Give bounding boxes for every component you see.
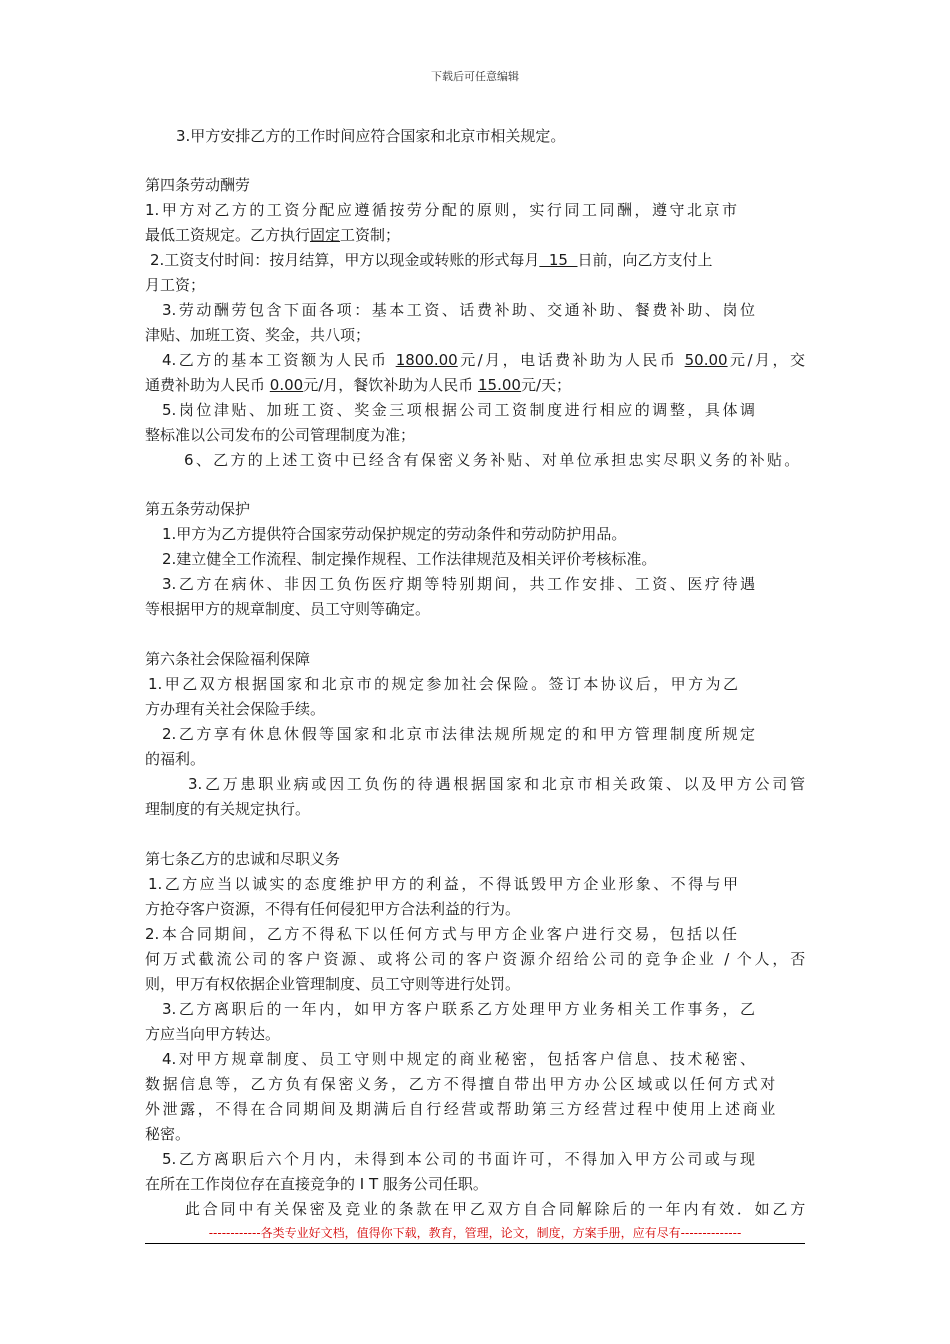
clause-7-4-line-2: 数据信息等，乙方负有保密义务，乙方不得擅自带出甲方办公区域或以任何方式对: [145, 1075, 775, 1093]
clause-6-1-line-1: 1.甲乙双方根据国家和北京市的规定参加社会保险。签订本协议后，甲方为乙: [148, 675, 738, 693]
clause-4-3-line-2: 津贴、加班工资、奖金，共八项；: [145, 326, 371, 344]
clause-7-4-line-4: 秘密。: [145, 1125, 191, 1143]
clause-4-4-line-1: 4.乙方的基本工资额为人民币 1800.00元/月，电话费补助为人民币 50.00元/月，交: [162, 351, 805, 369]
clause-7-1-line-2: 方抢夺客户资源，不得有任何侵犯甲方合法利益的行为。: [145, 900, 521, 918]
phone-allowance-amount: 50.00: [684, 351, 728, 369]
clause-7-5-line-1: 5.乙方离职后六个月内，未得到本公司的书面许可，不得加入甲方公司或与现: [162, 1150, 755, 1168]
section-4-heading: 第四条劳动酬劳: [145, 176, 251, 194]
meal-allowance-amount: 15.00: [478, 376, 521, 394]
clause-7-1-line-1: 1.乙方应当以诚实的态度维护甲方的利益，不得诋毁甲方企业形象、不得与甲: [148, 875, 738, 893]
clause-6-3-line-2: 理制度的有关规定执行。: [145, 800, 311, 818]
clause-4-3-line-1: 3.劳动酬劳包含下面各项：基本工资、话费补助、交通补助、餐费补助、岗位: [162, 301, 755, 319]
footer-banner: ------------各类专业好文档，值得你下载，教育，管理，论文，制度，方案手册，应有尽有--------------: [208, 1226, 742, 1240]
clause-7-4-line-3: 外泄露，不得在合同期间及期满后自行经营或帮助第三方经营过程中使用上述商业: [145, 1100, 775, 1118]
clause-4-5-line-2: 整标准以公司发布的公司管理制度为准；: [145, 426, 416, 444]
pay-day: 15: [539, 251, 578, 269]
clause-4-5-line-1: 5.岗位津贴、加班工资、奖金三项根据公司工资制度进行相应的调整，具体调: [162, 401, 755, 419]
clause-3-1-line-1: 3.甲方安排乙方的工作时间应符合国家和北京市相关规定。: [176, 127, 566, 145]
clause-7-2-line-1: 2.本合同期间，乙方不得私下以任何方式与甲方企业客户进行交易，包括以任: [145, 925, 737, 943]
clause-5-3-line-1: 3.乙方在病休、非因工负伤医疗期等特别期间，共工作安排、工资、医疗待遇: [162, 575, 755, 593]
section-7-heading: 第七条乙方的忠诚和尽职义务: [145, 850, 341, 868]
clause-4-4-line-2: 通费补助为人民币 0.00元/月，餐饮补助为人民币 15.00元/天；: [145, 376, 572, 394]
salary-system-type: 固定: [310, 226, 341, 244]
clause-7-2-line-2: 何万式截流公司的客户资源、或将公司的客户资源介绍给公司的竞争企业 / 个人，否: [145, 950, 805, 968]
transport-allowance-amount: 0.00: [269, 376, 304, 394]
clause-7-3-line-1: 3.乙方离职后的一年内，如甲方客户联系乙方处理甲方业务相关工作事务，乙: [162, 1000, 755, 1018]
clause-6-2-line-2: 的福利。: [145, 750, 206, 768]
clause-4-2-line-1: 2.工资支付时间：按月结算，甲方以现金或转账的形式每月 15 日前，向乙方支付上: [150, 251, 713, 269]
clause-4-2-line-2: 月工资；: [145, 276, 206, 294]
page-header-note: 下载后可任意编辑: [431, 70, 519, 83]
clause-5-3-line-2: 等根据甲方的规章制度、员工守则等确定。: [145, 600, 431, 618]
clause-6-3-line-1: 3.乙万患职业病或因工负伤的待遇根据国家和北京市相关政策、以及甲方公司管: [188, 775, 805, 793]
clause-5-1-line-1: 1.甲方为乙方提供符合国家劳动保护规定的劳动条件和劳动防护用品。: [162, 525, 627, 543]
clause-4-1-line-2: 最低工资规定。乙方执行固定工资制；: [145, 226, 401, 244]
base-salary-amount: 1800.00: [395, 351, 458, 369]
clause-7-2-line-3: 则，甲万有权依据企业管理制度、员工守则等进行处罚。: [145, 975, 521, 993]
section-6-heading: 第六条社会保险福利保障: [145, 650, 311, 668]
clause-7-4-line-1: 4.对甲方规章制度、员工守则中规定的商业秘密，包括客户信息、技术秘密、: [162, 1050, 755, 1068]
footer-divider: [145, 1243, 805, 1244]
clause-5-2-line-1: 2.建立健全工作流程、制定操作规程、工作法律规范及相关评价考核标准。: [162, 550, 657, 568]
clause-6-2-line-1: 2.乙方享有休息休假等国家和北京市法律法规所规定的和甲方管理制度所规定: [162, 725, 755, 743]
clause-6-1-line-2: 方办理有关社会保险手续。: [145, 700, 326, 718]
clause-7-validity-line-1: 此合同中有关保密及竞业的条款在甲乙双方自合同解除后的一年内有效．如乙方: [185, 1200, 805, 1218]
clause-4-6-line-1: 6、乙方的上述工资中已经含有保密义务补贴、对单位承担忠实尽职义务的补贴。: [184, 451, 799, 469]
clause-4-1-line-1: 1.甲方对乙方的工资分配应遵循按劳分配的原则，实行同工同酬，遵守北京市: [145, 201, 737, 219]
section-5-heading: 第五条劳动保护: [145, 500, 251, 518]
clause-7-5-line-2: 在所在工作岗位存在直接竞争的 I T 服务公司任职。: [145, 1175, 488, 1193]
clause-7-3-line-2: 方应当向甲方转达。: [145, 1025, 281, 1043]
